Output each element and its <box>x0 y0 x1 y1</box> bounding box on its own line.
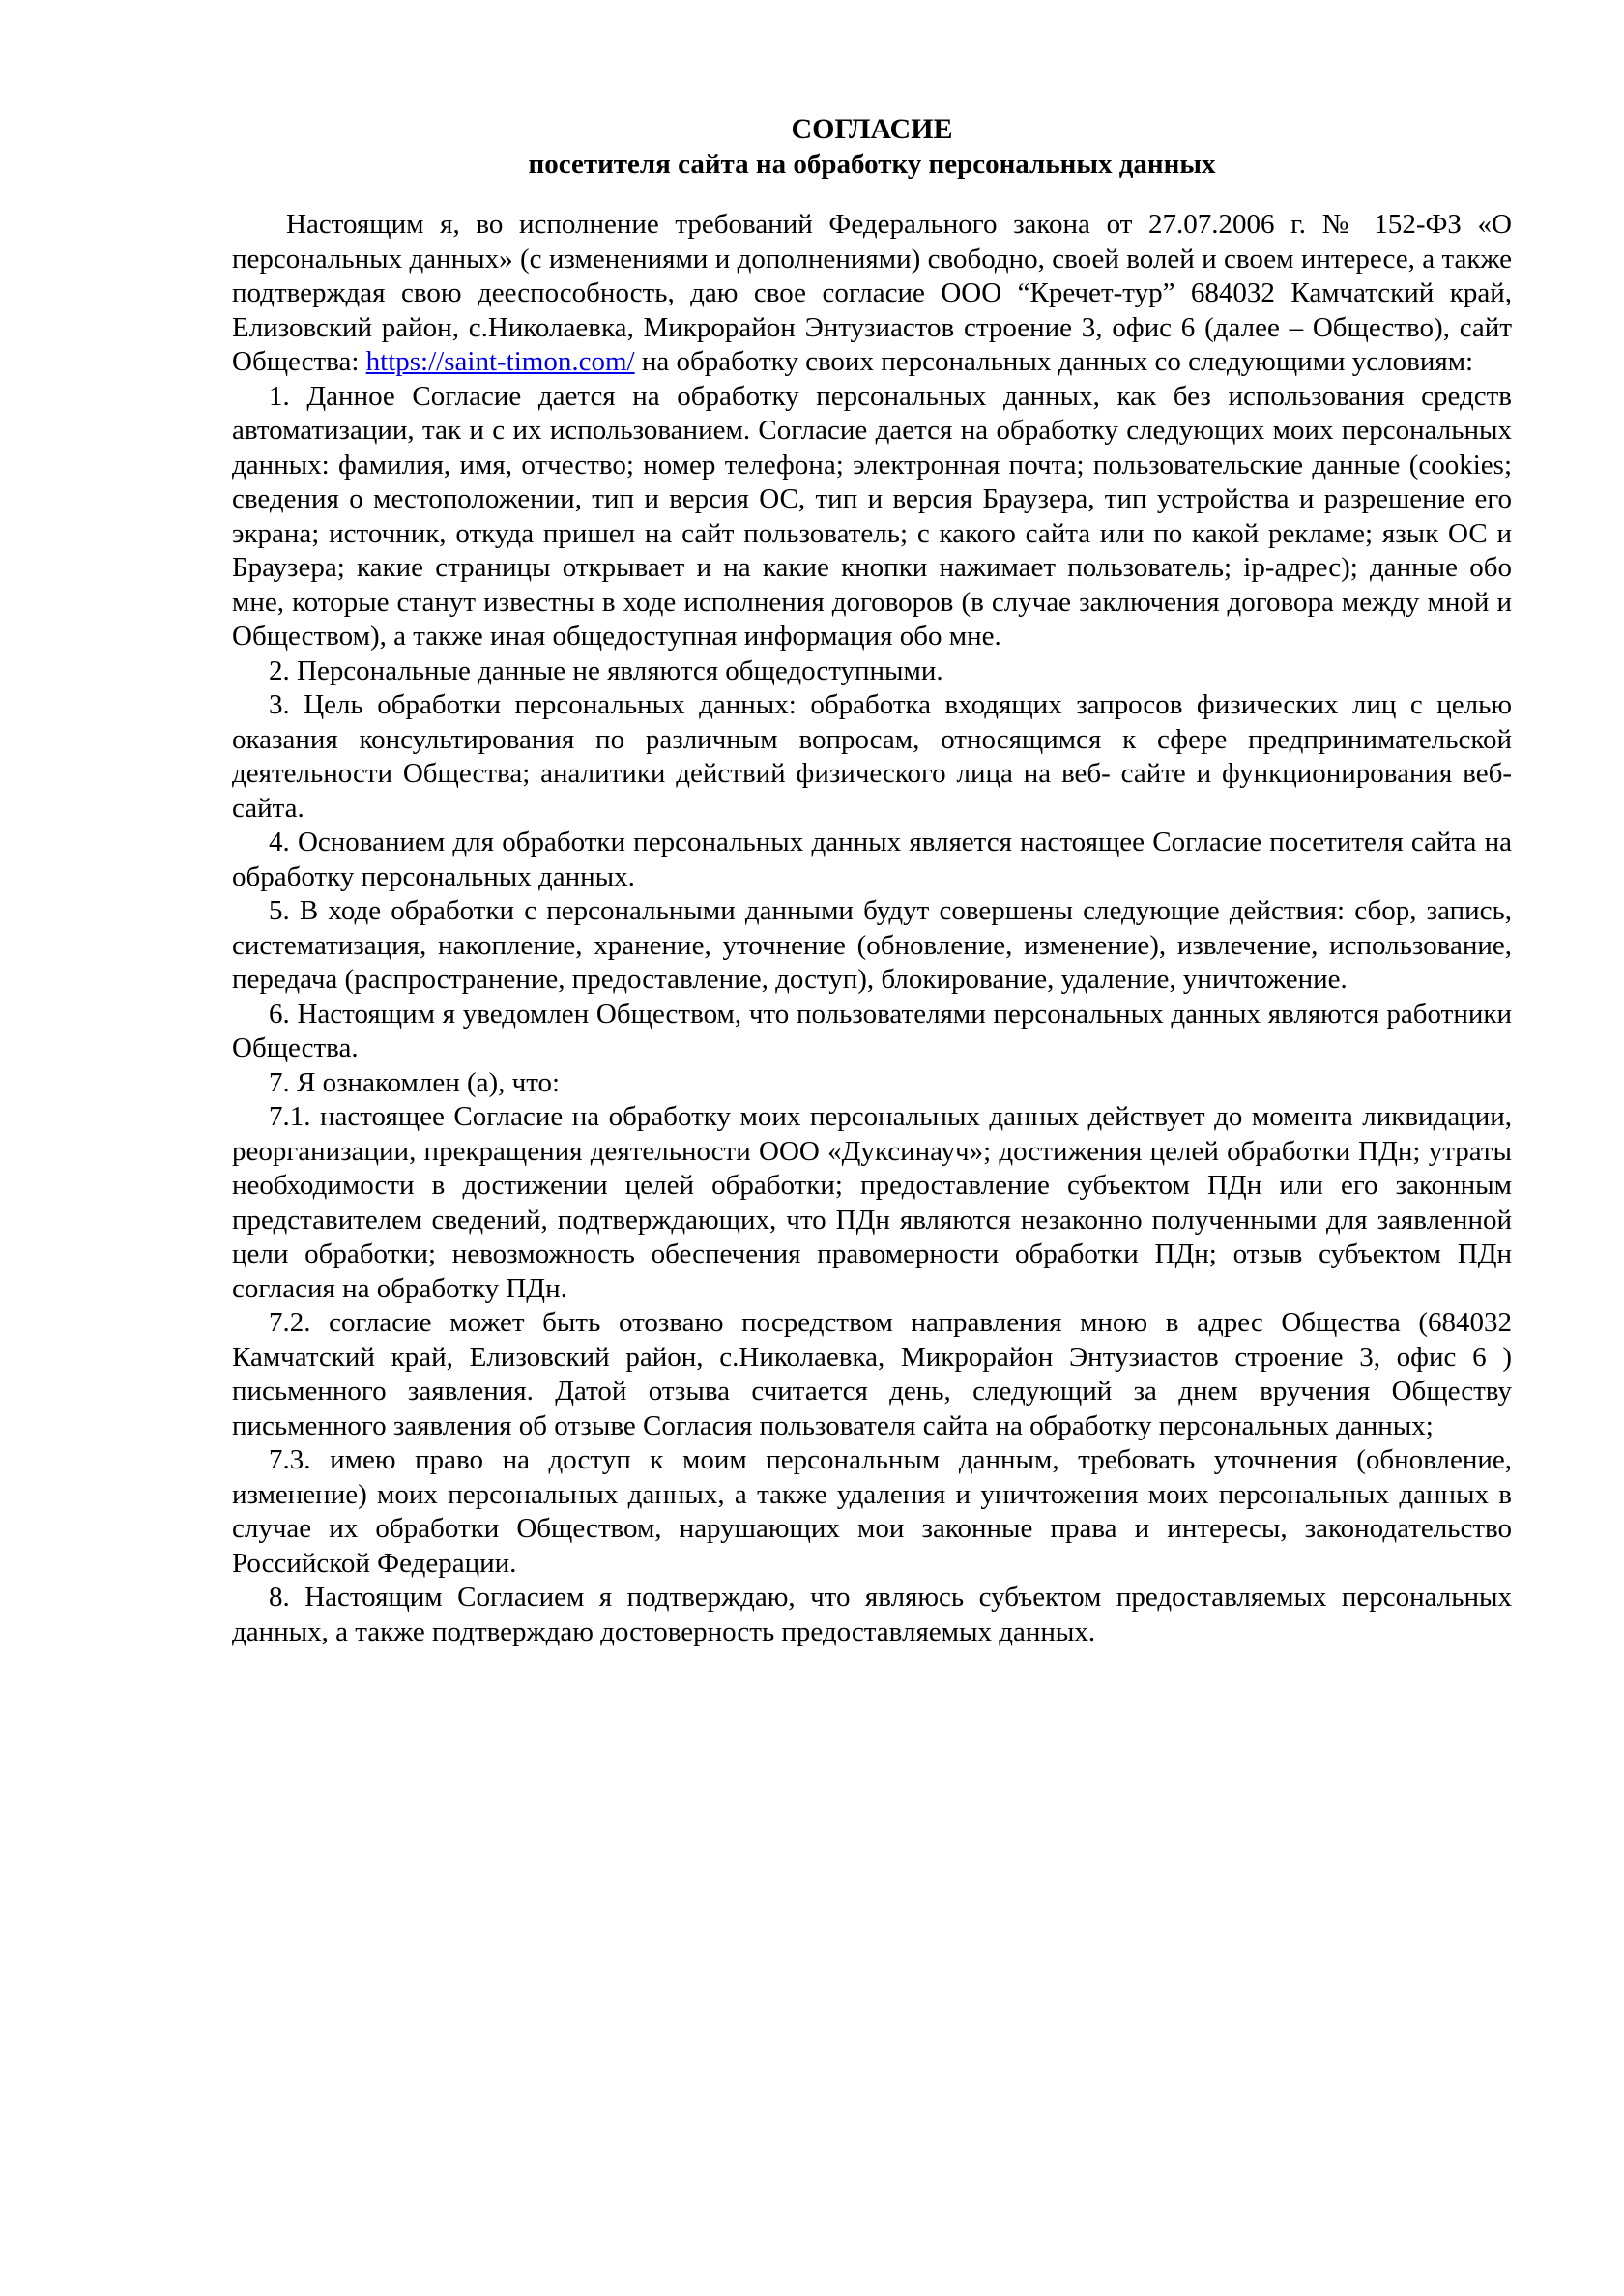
clause-7: 7. Я ознакомлен (а), что: <box>269 1066 561 1098</box>
clause-6: 6. Настоящим я уведомлен Обществом, что пользователями персональных данных являются работники Общества. <box>232 998 1512 1063</box>
intro-text-end: на обработку своих персональных данных со следующими условиям: <box>634 346 1474 377</box>
clause-8: 8. Настоящим Согласием я подтверждаю, что являюсь субъектом предоставляемых персональных данных, а также подтверждаю достоверность предоставляемых данных. <box>232 1582 1512 1647</box>
intro-paragraph <box>232 208 1512 380</box>
clause-7-1: 7.1. настоящее Согласие на обработку моих персональных данных действует до момента ликвидации, реорганизации, прекращения деятельности ООО «Дуксинауч»; достижения целей обработки ПДн; утраты необходимости в достижении целей обработки; предоставление субъектом ПДн или его законным представителем сведений, подтверждающих, что ПДн являются незаконно полученными для заявленной цели обработки; невозможность обеспечения правомерности обработки ПДн; отзыв субъектом ПДн согласия на обработку ПДн. <box>232 1101 1512 1304</box>
clause-1: 1. Данное Согласие дается на обработку персональных данных, как без использования средств автоматизации, так и с их использованием. Согласие дается на обработку следующих моих персональных данных: фамилия, имя, отчество; номер телефона; электронная почта; пользовательские данные (cookies; сведения о местоположении, тип и версия ОС, тип и версия Браузера, тип устройства и разрешение его экрана; источник, откуда пришел на сайт пользователь; с какого сайта или по какой рекламе; язык ОС и Браузера; какие страницы открывает и на какие кнопки нажимает пользователь; ip-адрес); данные обо мне, которые станут известны в ходе исполнения договоров (в случае заключения договора между мной и Обществом), а также иная общедоступная информация обо мне. <box>232 380 1512 652</box>
clause-2: 2. Персональные данные не являются общедоступными. <box>269 654 943 686</box>
site-link[interactable]: https://saint-timon.com/ <box>365 346 635 377</box>
clause-3: 3. Цель обработки персональных данных: обработка входящих запросов физических лиц с целью оказания консультирования по различным вопросам, относящимся к сфере предпринимательской деятельности Общества; аналитики действий физического лица на веб- сайте и функционирования веб-сайта. <box>232 689 1512 824</box>
clause-5: 5. В ходе обработки с персональными данными будут совершены следующие действия: сбор, запись, систематизация, накопление, хранение, уточнение (обновление, изменение), извлечение, использование, передача (распространение, предоставление, доступ), блокирование, удаление, уничтожение. <box>232 895 1512 995</box>
document-title: СОГЛАСИЕ <box>791 113 953 145</box>
document-body <box>232 112 1512 1649</box>
clause-4: 4. Основанием для обработки персональных данных является настоящее Согласие посетителя сайта на обработку персональных данных. <box>232 827 1512 892</box>
document-subtitle: посетителя сайта на обработку персональных данных <box>528 149 1216 180</box>
clause-7-3: 7.3. имею право на доступ к моим персональным данным, требовать уточнения (обновление, изменение) моих персональных данных, а также удаления и уничтожения моих персональных данных в случае их обработки Обществом, нарушающих мои законные права и интересы, законодательство Российской Федерации. <box>232 1444 1512 1579</box>
intro-text-start: Настоящим я, во исполнение требований Федерального закона от 27.07.2006 г. № 152-ФЗ «О персональных данных» (с изменениями и дополнениями) свободно, своей волей и своем интересе, а также подтверждая свою дееспособность, даю свое согласие ООО “Кречет-тур” 684032 Камчатский край, Елизовский район, с.Николаевка, Микрорайон Энтузиастов строение 3, офис 6 (далее – Общество), сайт Общества: <box>232 209 1512 377</box>
clause-7-2: 7.2. согласие может быть отозвано посредством направления мною в адрес Общества (684032 Камчатский край, Елизовский район, с.Николаевка, Микрорайон Энтузиастов строение 3, офис 6 ) письменного заявления. Датой отзыва считается день, следующий за днем вручения Обществу письменного заявления об отзыве Согласия пользователя сайта на обработку персональных данных; <box>232 1307 1512 1441</box>
